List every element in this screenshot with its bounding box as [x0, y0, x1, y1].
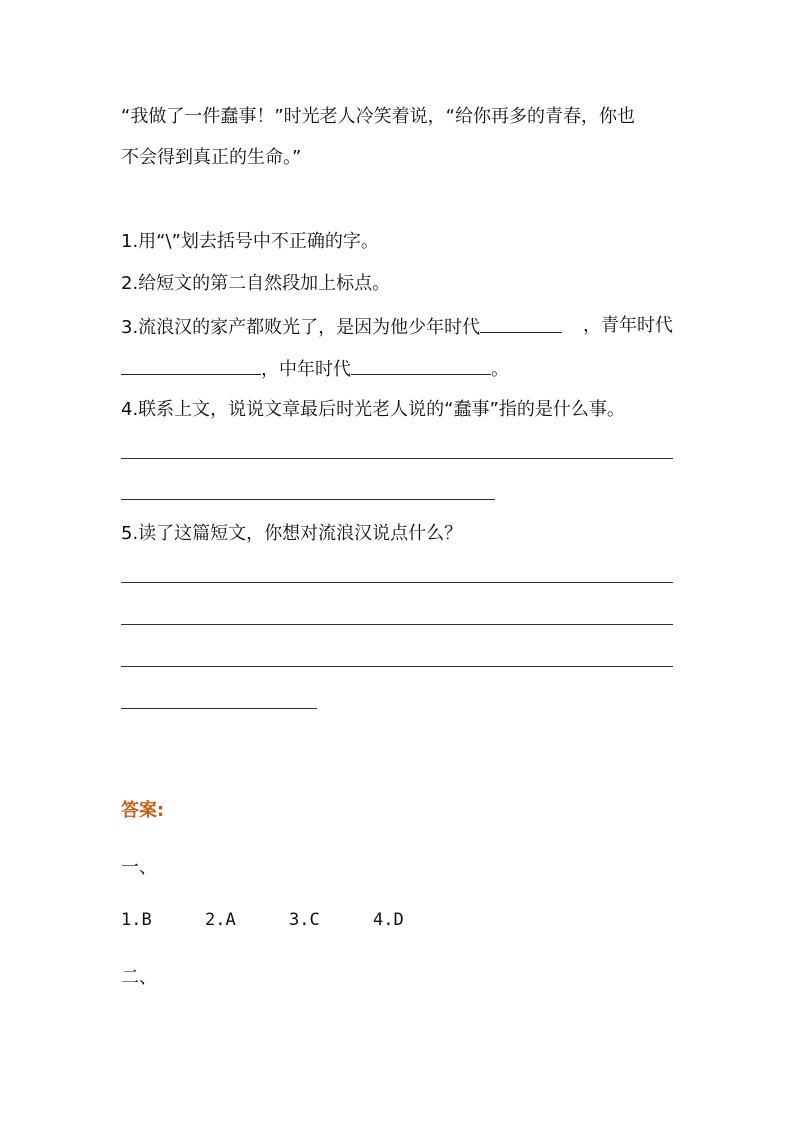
answer-item: 2.A [205, 910, 236, 930]
question-2: 2.给短文的第二自然段加上标点。 [121, 273, 391, 294]
answer-line[interactable] [121, 458, 673, 459]
question-3-text-c: ，中年时代 [261, 359, 351, 380]
answer-line[interactable] [121, 708, 317, 709]
question-3-continued [121, 356, 509, 382]
answer-item: 4.D [373, 910, 404, 930]
answers-title: 答案: [121, 800, 165, 821]
answer-blank-middle-age[interactable] [351, 356, 491, 375]
answer-item: 3.C [289, 910, 320, 930]
answers-section-2-heading: 二、 [121, 967, 157, 988]
question-3-text-d: 。 [491, 359, 509, 380]
answer-blank-youth[interactable] [480, 314, 562, 333]
answer-item: 1.B [121, 910, 152, 930]
answers-row [121, 908, 457, 932]
answer-blank-young-adult[interactable] [121, 356, 261, 375]
question-5: 5.读了这篇短文，你想对流浪汉说点什么？ [121, 523, 463, 544]
question-3 [121, 314, 673, 340]
passage-line-2: 不会得到真正的生命。” [121, 147, 302, 168]
answer-line[interactable] [121, 666, 673, 667]
answer-line[interactable] [121, 624, 673, 625]
question-3-text-a: 3.流浪汉的家产都败光了，是因为他少年时代 [121, 317, 481, 338]
question-1: 1.用“\”划去括号中不正确的字。 [121, 231, 379, 252]
answer-line[interactable] [121, 582, 673, 583]
answer-line[interactable] [121, 499, 495, 500]
passage-line-1: “我做了一件蠢事！”时光老人冷笑着说，“给你再多的青春，你也 [121, 106, 635, 127]
question-3-text-b: ，青年时代 [583, 315, 673, 336]
question-4: 4.联系上文，说说文章最后时光老人说的“蠢事”指的是什么事。 [121, 399, 625, 420]
answers-section-1-heading: 一、 [121, 857, 157, 878]
